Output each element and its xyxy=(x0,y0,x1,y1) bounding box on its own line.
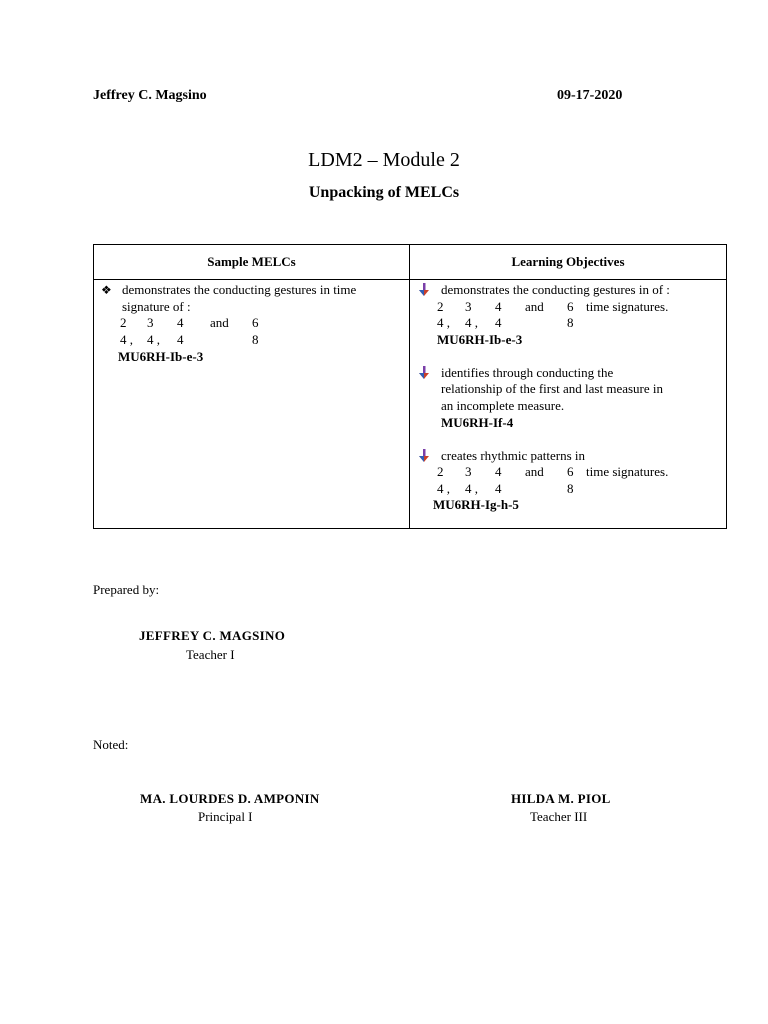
objective-3-code: MU6RH-Ig-h-5 xyxy=(433,497,519,512)
time-signature-numerators: 2 3 4 and 6 xyxy=(120,315,259,330)
author-name: Jeffrey C. Magsino xyxy=(93,88,207,103)
objective-3-numerators: 2 3 4 and 6 time signatures. xyxy=(437,464,669,479)
document-subtitle: Unpacking of MELCs xyxy=(308,184,460,201)
principal-name: MA. LOURDES D. AMPONIN xyxy=(140,791,320,806)
table-row xyxy=(94,280,727,529)
document-date: 09-17-2020 xyxy=(557,88,623,103)
melc-table xyxy=(93,244,727,529)
noted-label: Noted: xyxy=(93,737,129,752)
melc-code: MU6RH-Ib-e-3 xyxy=(118,349,204,364)
learning-objectives-cell xyxy=(410,280,727,529)
melc-text-line1: demonstrates the conducting gestures in time xyxy=(122,282,357,297)
teacher-name: HILDA M. PIOL xyxy=(511,791,611,806)
header-sample-melcs: Sample MELCs xyxy=(94,245,410,280)
document-title: LDM2 – Module 2 xyxy=(308,149,460,171)
objective-2-line2: relationship of the first and last measure in xyxy=(441,381,664,396)
melc-text-line2: signature of : xyxy=(122,299,191,314)
down-arrow-icon xyxy=(418,366,430,380)
teacher-role: Teacher III xyxy=(530,809,588,824)
table-header-row xyxy=(94,245,727,280)
objective-2-line1: identifies through conducting the xyxy=(441,365,614,380)
objective-3-text: creates rhythmic patterns in xyxy=(441,448,586,463)
objective-1-numerators: 2 3 4 and 6 time signatures. xyxy=(437,299,669,314)
objective-2-line3: an incomplete measure. xyxy=(441,398,565,413)
principal-role: Principal I xyxy=(198,809,253,824)
down-arrow-icon xyxy=(418,283,430,297)
objective-1-text: demonstrates the conducting gestures in of : xyxy=(441,282,670,297)
preparer-name: JEFFREY C. MAGSINO xyxy=(139,628,286,643)
prepared-by-label: Prepared by: xyxy=(93,582,160,597)
time-signature-denominators: 4 , 4 , 4 8 xyxy=(120,332,259,347)
objective-2-code: MU6RH-If-4 xyxy=(441,415,514,430)
diamond-dots-icon: ❖ xyxy=(101,283,112,297)
objective-1-denominators: 4 , 4 , 4 8 xyxy=(437,315,574,330)
objective-3-denominators: 4 , 4 , 4 8 xyxy=(437,481,574,496)
sample-melc-cell xyxy=(94,280,410,529)
objective-1-code: MU6RH-Ib-e-3 xyxy=(437,332,523,347)
preparer-role: Teacher I xyxy=(186,647,235,662)
down-arrow-icon xyxy=(418,449,430,463)
header-learning-objectives: Learning Objectives xyxy=(410,245,727,280)
